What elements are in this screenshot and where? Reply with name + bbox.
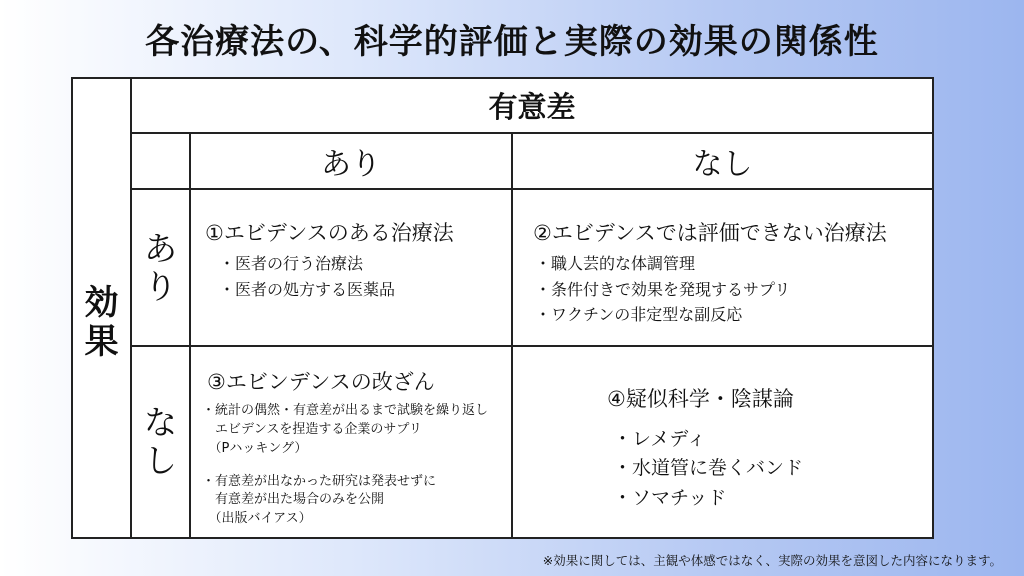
- cell-q4-title: ④疑似科学・陰謀論: [607, 387, 794, 411]
- cell-q1: [205, 217, 454, 302]
- divider-h3: [130, 345, 932, 347]
- header-row-no: [132, 347, 189, 537]
- list-item: [202, 459, 488, 473]
- cell-q4: [607, 383, 803, 513]
- list-item: ・医者の処方する医薬品: [219, 279, 396, 299]
- list-item: ・ワクチンの非定型な副反応: [535, 305, 743, 325]
- cell-q1-title: ①エビデンスのある治療法: [205, 221, 454, 245]
- list-item: ・ソマチッド: [613, 486, 727, 509]
- header-col-no: なし: [692, 147, 753, 182]
- list-item: ・条件付きで効果を発現するサプリ: [535, 279, 791, 299]
- cell-q3: [202, 366, 488, 529]
- cell-q2-title: ②エビデンスでは評価できない治療法: [533, 221, 887, 245]
- divider-v3: [511, 132, 513, 537]
- list-item: 有意差が出た場合のみを公開: [202, 492, 385, 508]
- cell-q1-list: [219, 251, 454, 302]
- list-item: ・医者の行う治療法: [219, 254, 364, 273]
- header-row-effect-char-1: 効: [84, 282, 119, 323]
- list-item: ・有意差が出なかった研究は発表せずに: [202, 473, 437, 489]
- cell-q2: [533, 217, 887, 328]
- list-item: （出版バイアス）: [202, 511, 312, 527]
- cell-q2-list: [535, 251, 887, 328]
- header-row-no-char-1: な: [144, 403, 177, 443]
- list-item: エビデンスを捏造する企業のサプリ: [202, 421, 422, 437]
- header-row-yes-char-2: り: [144, 266, 177, 306]
- matrix-table: [71, 77, 934, 539]
- list-item: （Pハッキング）: [202, 440, 308, 456]
- divider-v2: [189, 132, 191, 537]
- divider-h2: [130, 188, 932, 190]
- list-item: ・職人芸的な体調管理: [535, 254, 696, 273]
- header-row-effect-char-2: 果: [84, 322, 119, 362]
- cell-q3-title: ③エビンデンスの改ざん: [207, 370, 435, 394]
- header-significance: 有意差: [488, 90, 576, 124]
- list-item: ・統計の偶然・有意差が出るまで試験を繰り返し: [202, 403, 489, 418]
- header-row-yes-char-1: あ: [144, 228, 177, 268]
- list-item: ・水道管に巻くバンド: [613, 457, 804, 480]
- header-col-yes: あり: [321, 147, 381, 182]
- header-row-no-char-2: し: [144, 441, 177, 480]
- page-title: 各治療法の、科学的評価と実際の効果の関係性: [145, 22, 879, 62]
- header-row-yes: [132, 190, 189, 345]
- cell-q3-list: [202, 402, 488, 529]
- footnote: ※効果に関しては、主観や体感ではなく、実際の効果を意図した内容になります。: [542, 553, 1002, 568]
- list-item: ・レメディ: [613, 428, 706, 450]
- cell-q4-list: [613, 425, 803, 513]
- header-row-effect: [73, 79, 130, 537]
